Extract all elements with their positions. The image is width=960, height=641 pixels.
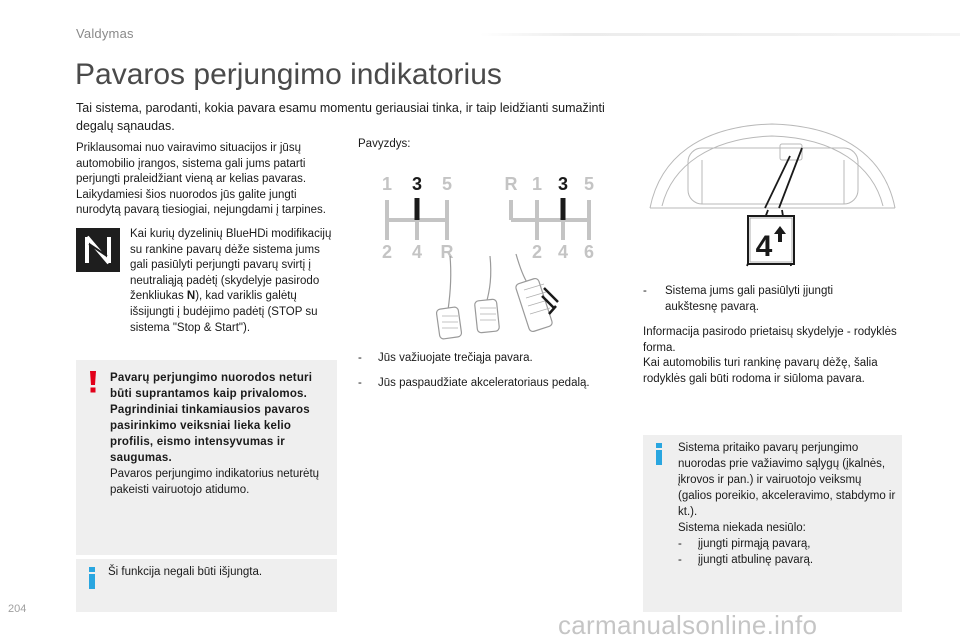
displayed-gear-number: 4: [755, 230, 773, 263]
examples-label: Pavyzdys:: [358, 138, 411, 150]
system-adapts-text: Sistema pritaiko pavarų perjungimo nuorodas prie važiavimo sąlygų (įkalnės, įkrovos ir pan.) ir vairuotojo veiksmų (galios poreikio, akceleravimo, stabdymo ir kt.).: [678, 442, 896, 518]
warning-text: [110, 370, 325, 498]
list-dash: -: [678, 538, 682, 550]
list-item-text: įjungti atbulinę pavarą.: [698, 554, 814, 566]
info-function-text: Ši funkcija negali būti išjungta.: [108, 566, 263, 578]
gear-label: 1: [381, 174, 393, 194]
list-item: [678, 552, 896, 568]
info-system-text: [678, 440, 896, 568]
list-item: [678, 536, 896, 552]
neutral-n-icon: [76, 228, 120, 272]
gear-label: 6: [583, 242, 595, 262]
bullet-text: Jūs paspaudžiate akceleratoriaus pedalą.: [378, 377, 590, 389]
info-i-icon: [654, 443, 664, 465]
bullet-dash: -: [358, 377, 362, 389]
exclamation-icon: [86, 371, 100, 393]
gear-label-highlight: 3: [411, 174, 423, 194]
gear-label: 1: [531, 174, 543, 194]
info-i-icon: [87, 567, 97, 589]
gear-label: 2: [531, 242, 543, 262]
warning-bold-text: Pavarų perjungimo nuorodos neturi būti suprantamos kaip privalomos. Pagrindiniai tinkamiausios pavaros pasirinkimo veiksniai lieka kelio profilis, eismo intensyvumas ir saugumas.: [110, 372, 313, 464]
bullet-shift-up: [643, 283, 893, 315]
display-info-paragraph: [643, 325, 905, 387]
instrument-panel-illustration: [640, 118, 905, 278]
bullet-text: Jūs važiuojate trečiąja pavara.: [378, 352, 533, 364]
stop-note-symbol: N: [186, 290, 196, 303]
warning-plain-text: Pavaros perjungimo indikatorius neturėtų pakeisti vairuotojo atidumo.: [110, 468, 320, 496]
stop-note-before: Kai kurių dyzelinių BlueHDi modifikacijų su rankine pavarų dėže sistema jums gali pasiūlyti perjungti pavarų svirtį į neutraliąją padėtį (skydelyje pasirodo ženkliukas: [130, 228, 332, 303]
display-info-line-2: Kai automobilis turi rankinę pavarų dėžę, šalia rodyklės gali būti rodoma ir siūloma pavara.: [643, 357, 878, 385]
skip-gears-paragraph: Priklausomai nuo vairavimo situacijos ir jūsų automobilio įrangos, sistema gali jums patarti perjungti praleidžiant vieną ar kelias pavaras. Laikydamiesi šios nuorodos jūs galite jungti nurodytą pavarą tiesiogiai, nejungdami į tarpines.: [76, 142, 326, 217]
gear-label-highlight: 3: [557, 174, 569, 194]
list-dash: -: [678, 554, 682, 566]
gear-label: R: [440, 242, 454, 262]
bullet-third-gear: [358, 350, 618, 366]
gear-label: 5: [583, 174, 595, 194]
list-item-text: įjungti pirmąją pavarą,: [698, 538, 811, 550]
intro-paragraph: Tai sistema, parodanti, kokia pavara esamu momentu geriausiai tinka, ir taip leidžianti sumažinti degalų sąnaudas.: [76, 101, 605, 133]
bullet-dash: -: [643, 285, 647, 297]
system-never-text: Sistema niekada nesiūlo:: [678, 522, 806, 534]
bullet-dash: -: [358, 352, 362, 364]
bullet-text: Sistema jums gali pasiūlyti įjungti aukštesnę pavarą.: [665, 285, 834, 313]
pedals-illustration: [420, 250, 570, 342]
display-info-line-1: Informacija pasirodo prietaisų skydelyje - rodyklės forma.: [643, 326, 897, 354]
header-divider: [480, 33, 960, 36]
gear-label: 4: [411, 242, 423, 262]
bullet-accelerator: [358, 375, 638, 391]
page-title: Pavaros perjungimo indikatorius: [75, 58, 502, 91]
gear-label: 4: [557, 242, 569, 262]
page-number: 204: [8, 603, 27, 615]
gear-label: 5: [441, 174, 453, 194]
stop-start-paragraph: [130, 227, 338, 336]
gear-label: 2: [381, 242, 393, 262]
section-label: Valdymas: [76, 26, 134, 41]
stop-note-after: ), kad variklis galėtų išsijungti į budėjimo padėtį (STOP su sistema "Stop & Start").: [130, 290, 318, 334]
watermark: carmanualsonline.info: [558, 610, 818, 640]
selected-gear-marker: [417, 198, 563, 220]
gear-label: R: [504, 174, 518, 194]
